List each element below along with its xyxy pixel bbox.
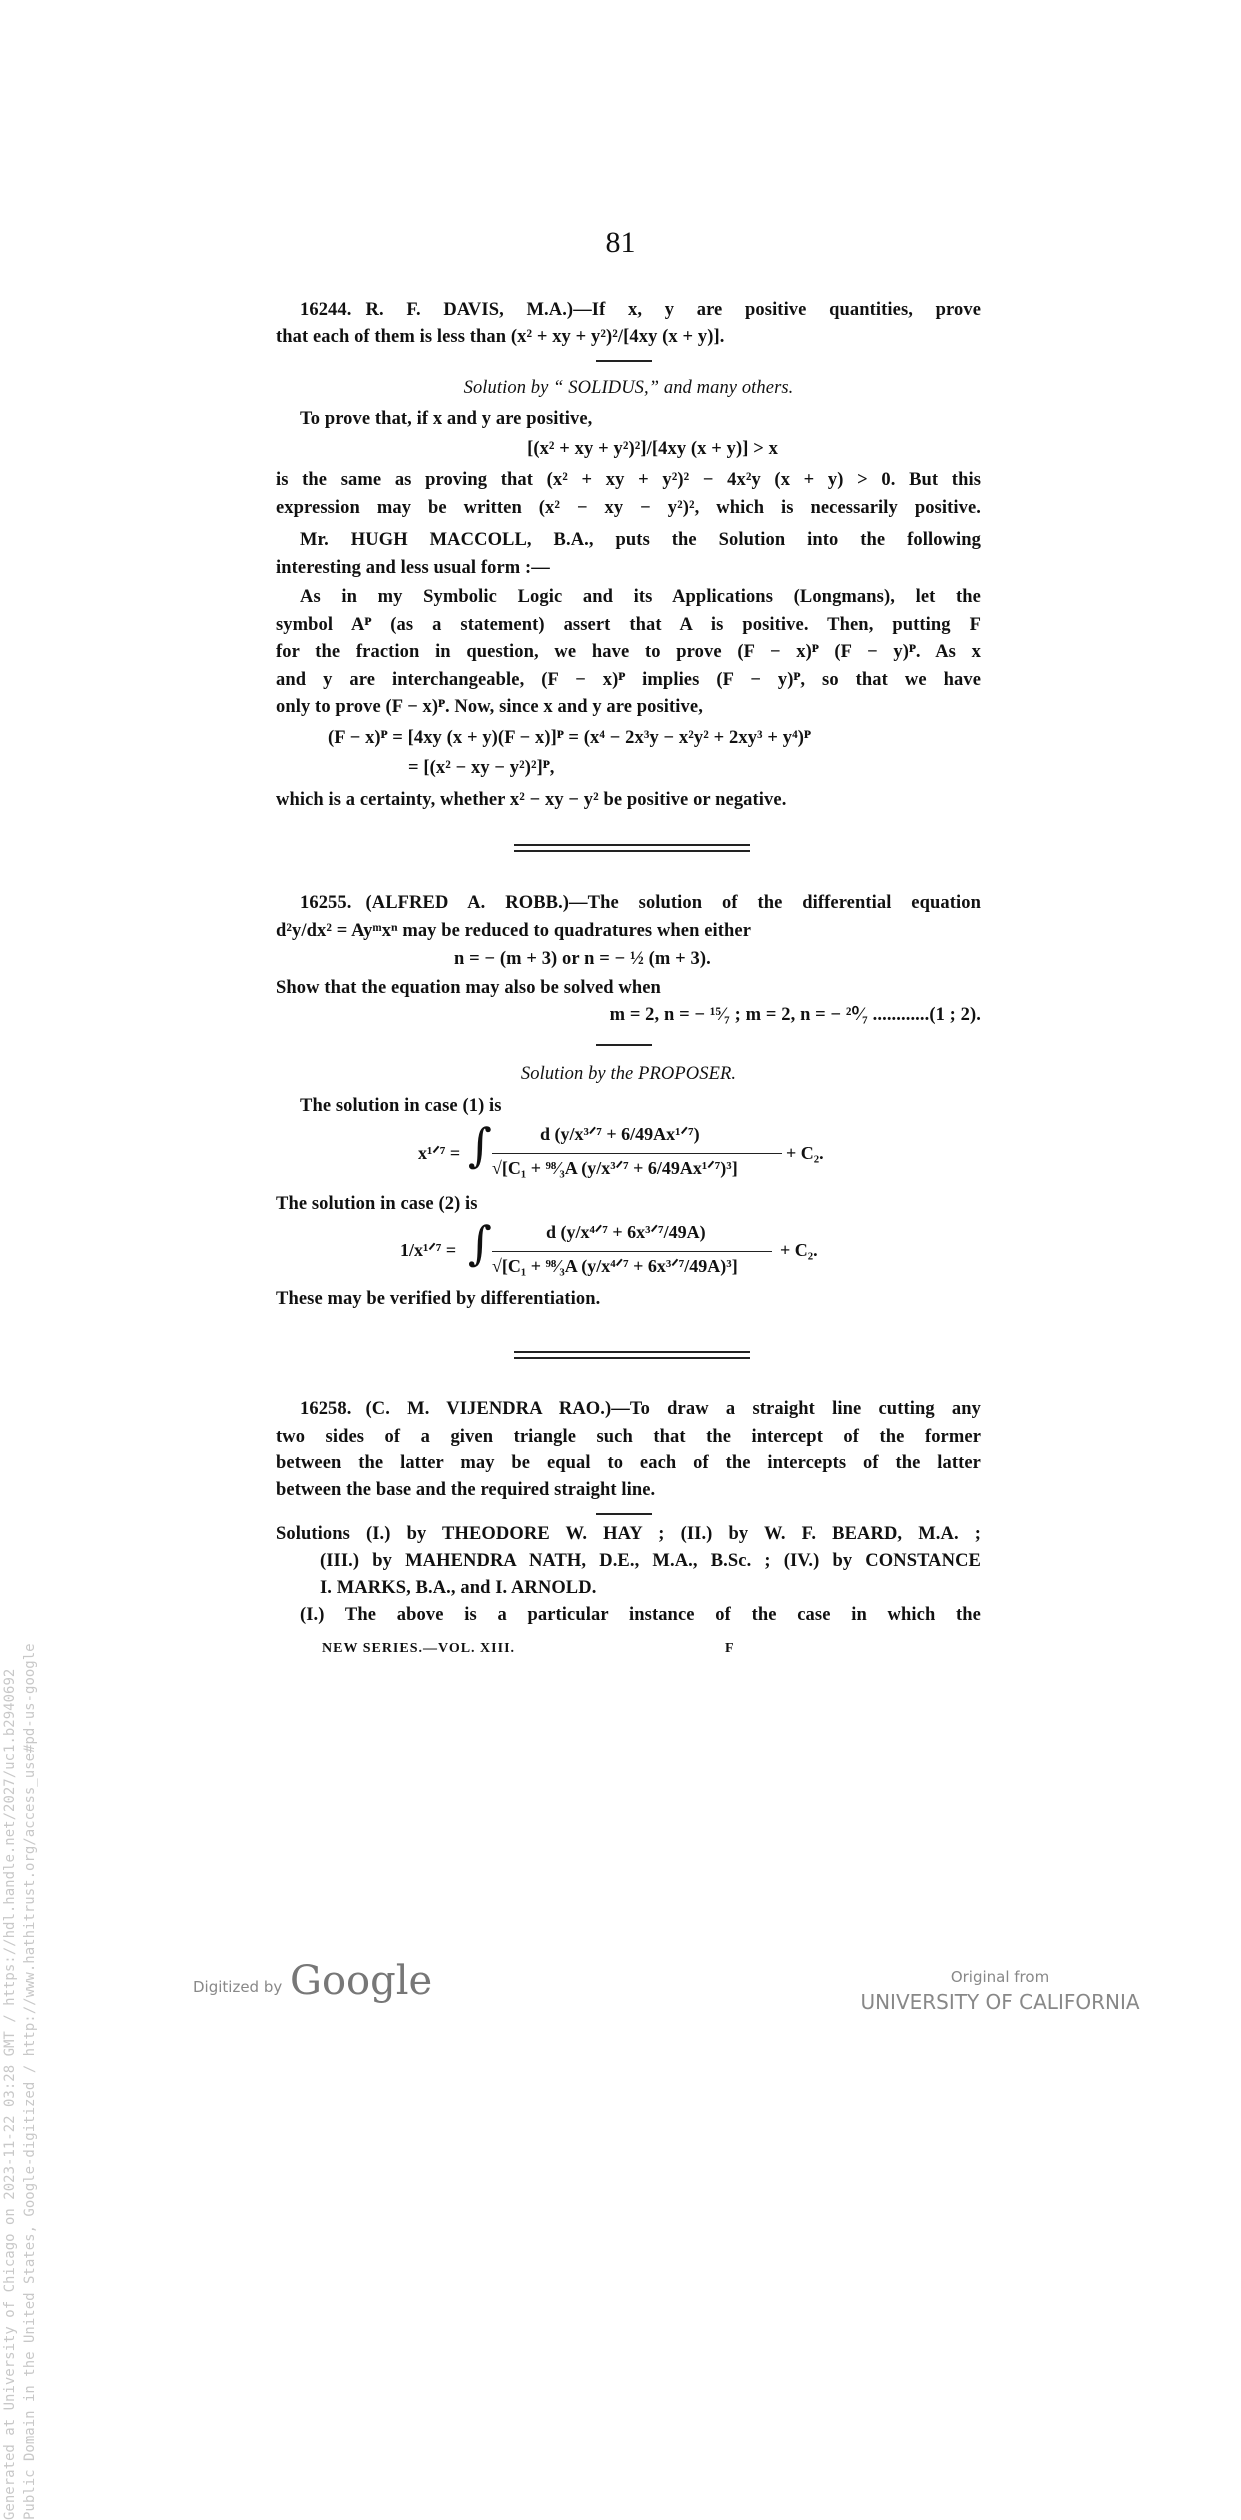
text-line: two sides of a given triangle such that the intercept of the former — [276, 1427, 981, 1447]
text-line: As in my Symbolic Logic and its Applications (Longmans), let the — [300, 587, 981, 607]
text-line: Show that the equation may also be solved when — [276, 978, 661, 998]
solutions-line: (III.) by MAHENDRA NATH, D.E., M.A., B.Sc. ; (IV.) by CONSTANCE — [320, 1551, 981, 1571]
text-line: d²y/dx² = Ayᵐxⁿ may be reduced to quadratures when either — [276, 921, 752, 941]
hathitrust-watermark — [0, 520, 40, 2520]
constant: + C₂. — [780, 1240, 818, 1260]
digitized-by-label: Digitized by — [193, 1978, 283, 1996]
text-line: The solution in case (2) is — [276, 1194, 478, 1214]
signature-mark: F — [725, 1641, 734, 1656]
numerator: d (y/x³ᐟ⁷ + 6/49Ax¹ᐟ⁷) — [540, 1124, 700, 1144]
text-line: between the base and the required straight line. — [276, 1480, 656, 1500]
question-number: 16258. — [300, 1399, 352, 1419]
text-line: which is a certainty, whether x² − xy − y² be positive or negative. — [276, 790, 787, 810]
watermark-line: Public Domain in the United States, Google-digitized / http://www.hathitrust.org/access_use#pd-us-google — [22, 1643, 38, 2520]
signature-series: NEW SERIES.—VOL. XIII. — [322, 1641, 516, 1656]
text-line: between the latter may be equal to each of the intercepts of the latter — [276, 1453, 981, 1473]
question-16258-line-1 — [300, 1396, 981, 1422]
question-text: (C. M. VIJENDRA RAO.)—To draw a straight line cutting any — [365, 1399, 981, 1419]
section-divider — [514, 1351, 750, 1359]
text-line: interesting and less usual form :— — [276, 558, 550, 578]
short-rule — [596, 360, 652, 362]
solution-heading: Solution by “ SOLIDUS,” and many others. — [463, 378, 794, 398]
page-number: 81 — [605, 226, 636, 259]
question-number: 16255. — [300, 893, 352, 913]
text-line: only to prove (F − x)ᴾ. Now, since x and y are positive, — [276, 697, 703, 717]
equation: (F − x)ᴾ = [4xy (x + y)(F − x)]ᴾ = (x⁴ − 2x³y − x²y² + 2xy³ + y⁴)ᴾ — [328, 728, 811, 748]
google-logo: Google — [290, 1958, 433, 2004]
text-line: To prove that, if x and y are positive, — [300, 409, 593, 429]
equation: = [(x² − xy − y²)²]ᴾ, — [408, 758, 555, 778]
question-text: R. F. DAVIS, M.A.)—If x, y are positive quantities, prove — [365, 300, 981, 320]
question-16244-line-1 — [300, 297, 981, 323]
text-line: and y are interchangeable, (F − x)ᴾ implies (F − y)ᴾ, so that we have — [276, 670, 981, 690]
equation-lhs: 1/x¹ᐟ⁷ = — [400, 1240, 457, 1260]
constant: + C₂. — [786, 1143, 824, 1163]
question-text: (ALFRED A. ROBB.)—The solution of the differential equation — [365, 893, 981, 913]
institution-label: UNIVERSITY OF CALIFORNIA — [860, 1990, 1140, 2014]
equation: [(x² + xy + y²)²]/[4xy (x + y)] > x — [527, 439, 778, 459]
original-from-label: Original from — [950, 1968, 1050, 1986]
text-line: (I.) The above is a particular instance of the case in which the — [300, 1605, 981, 1625]
text-line: is the same as proving that (x² + xy + y²)² − 4x²y (x + y) > 0. But this — [276, 470, 981, 490]
text-line: The solution in case (1) is — [300, 1096, 502, 1116]
question-number: 16244. — [300, 300, 352, 320]
equation-lhs: x¹ᐟ⁷ = — [418, 1143, 461, 1163]
equation: n = − (m + 3) or n = − ½ (m + 3). — [454, 949, 711, 969]
text-line: expression may be written (x² − xy − y²)², which is necessarily positive. — [276, 498, 981, 518]
fraction-bar — [492, 1251, 772, 1252]
solutions-line: I. MARKS, B.A., and I. ARNOLD. — [320, 1578, 597, 1598]
question-16244-line-2: that each of them is less than (x² + xy + y²)²/[4xy (x + y)]. — [276, 327, 725, 347]
text-line: These may be verified by differentiation. — [276, 1289, 601, 1309]
denominator: √[C₁ + ⁹⁸⁄₃A (y/x³ᐟ⁷ + 6/49Ax¹ᐟ⁷)³] — [492, 1158, 738, 1178]
short-rule — [596, 1044, 652, 1046]
solution-heading: Solution by the PROPOSER. — [520, 1064, 737, 1084]
denominator: √[C₁ + ⁹⁸⁄₃A (y/x⁴ᐟ⁷ + 6x³ᐟ⁷/49A)³] — [492, 1256, 738, 1276]
text-line: for the fraction in question, we have to prove (F − x)ᴾ (F − y)ᴾ. As x — [276, 642, 981, 662]
section-divider — [514, 844, 750, 852]
question-16255-line-1 — [300, 890, 981, 916]
short-rule — [596, 1513, 652, 1515]
equation: m = 2, n = − ¹⁵⁄₇ ; m = 2, n = − ²⁰⁄₇ ............(1 ; 2). — [609, 1005, 981, 1025]
text-line: symbol Aᴾ (as a statement) assert that A is positive. Then, putting F — [276, 615, 981, 635]
text-line: Mr. HUGH MACCOLL, B.A., puts the Solution into the following — [300, 530, 981, 550]
solutions-line: Solutions (I.) by THEODORE W. HAY ; (II.) by W. F. BEARD, M.A. ; — [276, 1524, 981, 1544]
watermark-line: Generated at University of Chicago on 2023-11-22 03:28 GMT / https://hdl.handle.net/2027/uc1.b2940692 — [2, 1668, 18, 2520]
numerator: d (y/x⁴ᐟ⁷ + 6x³ᐟ⁷/49A) — [546, 1222, 706, 1242]
integral-sign: ∫ — [468, 1216, 492, 1270]
integral-sign: ∫ — [468, 1118, 492, 1172]
fraction-bar — [492, 1153, 782, 1154]
